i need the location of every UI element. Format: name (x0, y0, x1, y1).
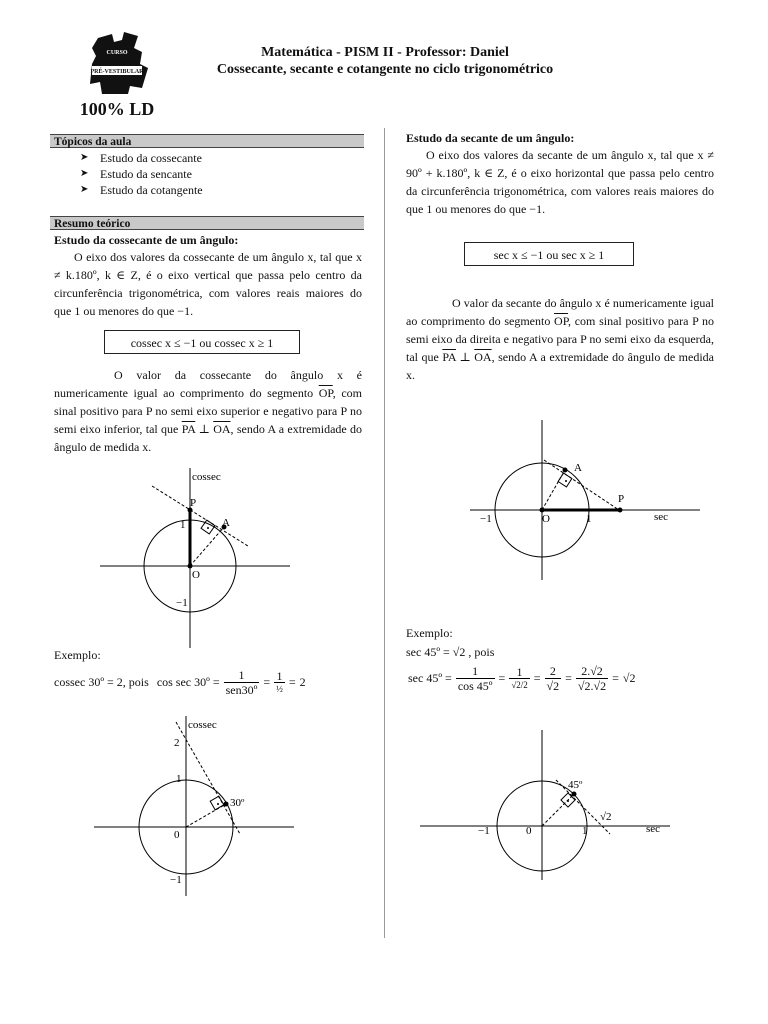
tick-one: 1 (582, 825, 588, 837)
tick-minus-one: −1 (480, 513, 492, 525)
sec-diagram (470, 420, 700, 580)
tick-minus-one: −1 (478, 825, 490, 837)
cossec-30-diagram (94, 716, 294, 896)
course-logo (62, 30, 172, 122)
sec-45-diagram (420, 730, 670, 880)
cossec-diagram (100, 468, 290, 648)
frac-num: 1 (276, 669, 283, 683)
angle-label: 30º (230, 797, 245, 809)
frac-den: sen30º (225, 683, 258, 697)
arrow-icon: ➤ (80, 184, 89, 195)
sec-title: Estudo da secante de um ângulo: (406, 131, 575, 145)
sec-p2-mid: , com sinal positivo para P no semi eixo da direita e negativo para P no semi eixo da esquerda, tal que (406, 314, 714, 364)
origin-label: 0 (526, 825, 532, 837)
topic-label: Estudo da cossecante (100, 151, 202, 165)
tick-one: 1 (176, 773, 182, 785)
arrow-icon: ➤ (80, 168, 89, 179)
example-formula: cos sec 30º = (156, 675, 220, 689)
resumo-band: Resumo teórico (50, 216, 364, 230)
sec-paragraph-1: O eixo dos valores da secante de um ângulo x, tal que x ≠ 90º + k.180º, k ∈ Z, é o eixo horizontal que passa pelo centro da circunferência trigonométrica, com valores reais maiores do que 1 ou menores do que −1. (406, 148, 714, 216)
axis-label: cossec (188, 719, 217, 731)
topic-item (80, 166, 203, 182)
logo-pre-vestibular: PRÉ-VESTIBULAR (90, 69, 144, 75)
right-example-formula: sec 45º = $\frac{1}{\text{cos 45º}}$ = 1 √2/2 = $\frac{2}{√2}$ = $\frac{2.√2}{√2.√2}$ = √2 (408, 664, 636, 693)
cossec-title: Estudo da cossecante de um ângulo: (54, 233, 239, 247)
cossec-p1b: x ≠ k.180º, k ∈ Z, é o eixo vertical que passa pelo centro da circunferência trigonométrica, com valores reais maiores do que 1 ou menores do que −1. (54, 250, 363, 318)
cossec-p2-mid: , com sinal positivo para P no semi eixo superior e negativo para P no semi eixo inferior, tal que (54, 386, 362, 436)
cossec-p2-before: O valor da cossecante do ângulo x é numericamente igual ao comprimento do segmento (54, 368, 362, 400)
left-example-title: Exemplo: (54, 648, 101, 662)
segment-op: $\overline{OP}$ (554, 314, 569, 328)
axis-label: sec (654, 511, 669, 523)
tick-one: 1 (180, 519, 186, 531)
topics-list (80, 150, 203, 198)
right-example-line-1: sec 45º = √2 , pois (406, 645, 495, 659)
header-line-2: Cossecante, secante e cotangente no ciclo trigonométrico (216, 62, 554, 77)
origin-label: 0 (174, 829, 180, 841)
segment-oa: $\overline{OA}$ (474, 350, 492, 364)
logo-curso: CURSO (106, 50, 128, 56)
angle-label: 45º (568, 779, 583, 791)
segment-pa: $\overline{PA}$ (442, 350, 456, 364)
segment-pa: $\overline{PA}$ (181, 422, 196, 436)
tick-minus-one: −1 (170, 874, 182, 886)
right-example-title: Exemplo: (406, 626, 453, 640)
sec-range-box: sec x ≤ −1 ou sec x ≥ 1 (464, 242, 634, 266)
topic-label: Estudo da cotangente (100, 183, 203, 197)
example-text: cossec 30º = 2, pois (54, 675, 149, 689)
arrow-icon: ➤ (80, 152, 89, 163)
perp-symbol: ⊥ (198, 422, 210, 436)
logo-text: 100% LD (79, 99, 155, 119)
cossec-paragraph-1 (54, 248, 362, 320)
sec-paragraph-2 (406, 294, 714, 384)
tick-minus-one: −1 (176, 597, 188, 609)
fraction (576, 664, 608, 693)
frac-den: √2/2 (511, 680, 528, 690)
segment-oa: $\overline{OA}$ (213, 422, 231, 436)
column-divider (384, 128, 385, 938)
frac-den: √2 (546, 679, 560, 693)
point-a-label: A (574, 462, 582, 474)
point-a-label: A (222, 517, 230, 529)
segment-op: $\overline{OP}$ (318, 386, 333, 400)
sec-p2-after: , sendo A a extremidade do ângulo de medida x. (406, 350, 714, 382)
fraction (456, 664, 495, 693)
example-label: sec 45º = (408, 671, 452, 685)
left-example-line: cossec 30º = 2, pois cos sec 30º = 1 sen30º = 1 ½ = 2 (54, 668, 306, 697)
fraction (545, 664, 562, 693)
point-p-label: P (190, 497, 197, 509)
fraction (274, 670, 285, 695)
tick-one: 1 (586, 513, 592, 525)
topic-item (80, 150, 203, 166)
root2-label: √2 (600, 811, 612, 823)
frac-num: 1 (516, 665, 523, 679)
frac-den: √2.√2 (577, 679, 607, 693)
origin-label: O (192, 569, 200, 581)
topic-label: Estudo da sencante (100, 167, 192, 181)
tick-two: 2 (174, 737, 180, 749)
example-result: 2 (299, 675, 306, 689)
perp-symbol: ⊥ (459, 350, 471, 364)
example-result: √2 (622, 671, 636, 685)
fraction (224, 668, 260, 697)
fraction (509, 666, 529, 691)
topics-band: Tópicos da aula (50, 134, 364, 148)
frac-num: 2 (549, 664, 556, 678)
frac-num: 1 (472, 664, 479, 678)
page-header (190, 44, 580, 78)
frac-num: 2.√2 (581, 664, 603, 678)
point-p-label: P (618, 493, 625, 505)
topic-item (80, 182, 203, 198)
frac-den: cos 45º (457, 679, 493, 693)
header-line-1: Matemática - PISM II - Professor: Daniel (261, 45, 509, 60)
axis-label: sec (646, 823, 661, 835)
axis-label: cossec (192, 471, 221, 483)
sec-p2-before: O valor da secante do ângulo x é numericamente igual ao comprimento do segmento (406, 296, 714, 328)
cossec-range-box: cossec x ≤ −1 ou cossec x ≥ 1 (104, 330, 300, 354)
cossec-p2-after: , sendo A a extremidade do ângulo de medida x. (54, 422, 363, 454)
cossec-paragraph-2 (54, 366, 362, 456)
origin-label: O (542, 513, 550, 525)
cossec-p1a: O eixo dos valores da cossecante de um ângulo x, tal que (74, 250, 353, 264)
frac-den: ½ (276, 684, 283, 694)
frac-num: 1 (238, 668, 245, 682)
